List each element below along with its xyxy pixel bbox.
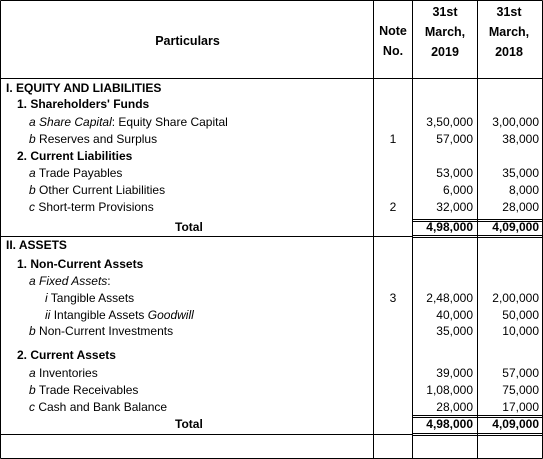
row-letter: c (29, 400, 35, 414)
row-letter: c (29, 200, 35, 214)
row-letter: a (29, 166, 36, 180)
header-2018 (478, 2, 540, 62)
value-2019: 4,98,000 (426, 417, 473, 431)
header-2019-line1: 31st (432, 5, 458, 19)
value-2019: 53,000 (436, 166, 473, 180)
value-2018: 2,00,000 (492, 291, 539, 305)
row-label-text: Trade Payables (38, 166, 123, 180)
value-2019: 6,000 (442, 183, 473, 197)
row-label (29, 200, 154, 214)
value-2018: 17,000 (502, 400, 539, 414)
row-letter: b (29, 132, 36, 146)
header-note (374, 21, 412, 61)
subsection-heading: 2. Current Assets (17, 348, 116, 362)
value-2019: 40,000 (436, 308, 473, 322)
subsection-heading: 1. Shareholders' Funds (17, 97, 150, 111)
row-label-extra: Goodwill (147, 308, 194, 322)
row-label-text: Trade Receivables (38, 383, 139, 397)
value-2019: 39,000 (436, 366, 473, 380)
row-label (29, 324, 173, 338)
value-2019: 4,98,000 (426, 220, 473, 234)
row-letter: a (29, 366, 36, 380)
row-label (29, 400, 167, 414)
value-2019: 1,08,000 (426, 383, 473, 397)
header-2018-line2: March, (488, 25, 530, 39)
row-letter: b (29, 383, 36, 397)
section-heading: II. ASSETS (6, 238, 67, 252)
row-letter: i (45, 291, 48, 305)
header-particulars: Particulars (155, 34, 220, 48)
header-2018-line1: 31st (496, 5, 522, 19)
note-number: 2 (389, 200, 397, 214)
row-label-text: Reserves and Surplus (39, 132, 158, 146)
row-label (29, 383, 138, 397)
subsection-heading: 2. Current Liabilities (17, 149, 133, 163)
row-letter: b (29, 324, 36, 338)
value-2019: 32,000 (436, 200, 473, 214)
value-2019: 35,000 (436, 324, 473, 338)
row-label-text: Non-Current Investments (39, 324, 174, 338)
header-2018-line3: 2018 (495, 45, 523, 59)
total-label: Total (175, 220, 203, 234)
row-label (29, 166, 122, 180)
value-2018: 4,09,000 (492, 220, 539, 234)
header-note-line1: Note (379, 24, 407, 38)
row-letter: b (29, 183, 36, 197)
row-label-text: Other Current Liabilities (39, 183, 166, 197)
value-2018: 38,000 (502, 132, 539, 146)
value-2018: 57,000 (502, 366, 539, 380)
row-letter: ii (45, 308, 51, 322)
value-2019: 3,50,000 (426, 115, 473, 129)
row-label (45, 291, 134, 305)
row-label (29, 183, 165, 197)
header-2019-line3: 2019 (431, 45, 459, 59)
row-label (29, 115, 228, 129)
value-2018: 50,000 (502, 308, 539, 322)
value-2018: 3,00,000 (492, 115, 539, 129)
value-2019: 57,000 (436, 132, 473, 146)
row-label-text: Fixed Assets (39, 274, 108, 288)
header-2019 (413, 2, 477, 62)
value-2018: 8,000 (508, 183, 539, 197)
value-2018: 28,000 (502, 200, 539, 214)
row-label-suffix: : Equity Share Capital (111, 115, 228, 129)
subsection-heading: 1. Non-Current Assets (17, 257, 144, 271)
row-label (29, 132, 157, 146)
row-label (29, 366, 98, 380)
note-number: 3 (389, 291, 397, 305)
total-label: Total (175, 417, 203, 431)
value-2019: 28,000 (436, 400, 473, 414)
row-label-text: Intangible Assets (53, 308, 145, 322)
value-2018: 75,000 (502, 383, 539, 397)
row-label-text: Tangible Assets (50, 291, 135, 305)
row-label-text: Cash and Bank Balance (38, 400, 168, 414)
value-2018: 4,09,000 (492, 417, 539, 431)
value-2018: 10,000 (502, 324, 539, 338)
note-number: 1 (389, 132, 397, 146)
section-heading: I. EQUITY AND LIABILITIES (6, 81, 162, 95)
header-2019-line2: March, (424, 25, 466, 39)
header-note-line2: No. (382, 44, 404, 58)
row-label-suffix: : (107, 274, 111, 288)
row-label (29, 274, 111, 288)
value-2018: 35,000 (502, 166, 539, 180)
value-2019: 2,48,000 (426, 291, 473, 305)
row-label-text: Short-term Provisions (38, 200, 154, 214)
row-letter: a (29, 115, 36, 129)
row-label (45, 308, 194, 322)
row-label-text: Inventories (39, 366, 98, 380)
row-label-text: Share Capital (39, 115, 112, 129)
row-letter: a (29, 274, 36, 288)
